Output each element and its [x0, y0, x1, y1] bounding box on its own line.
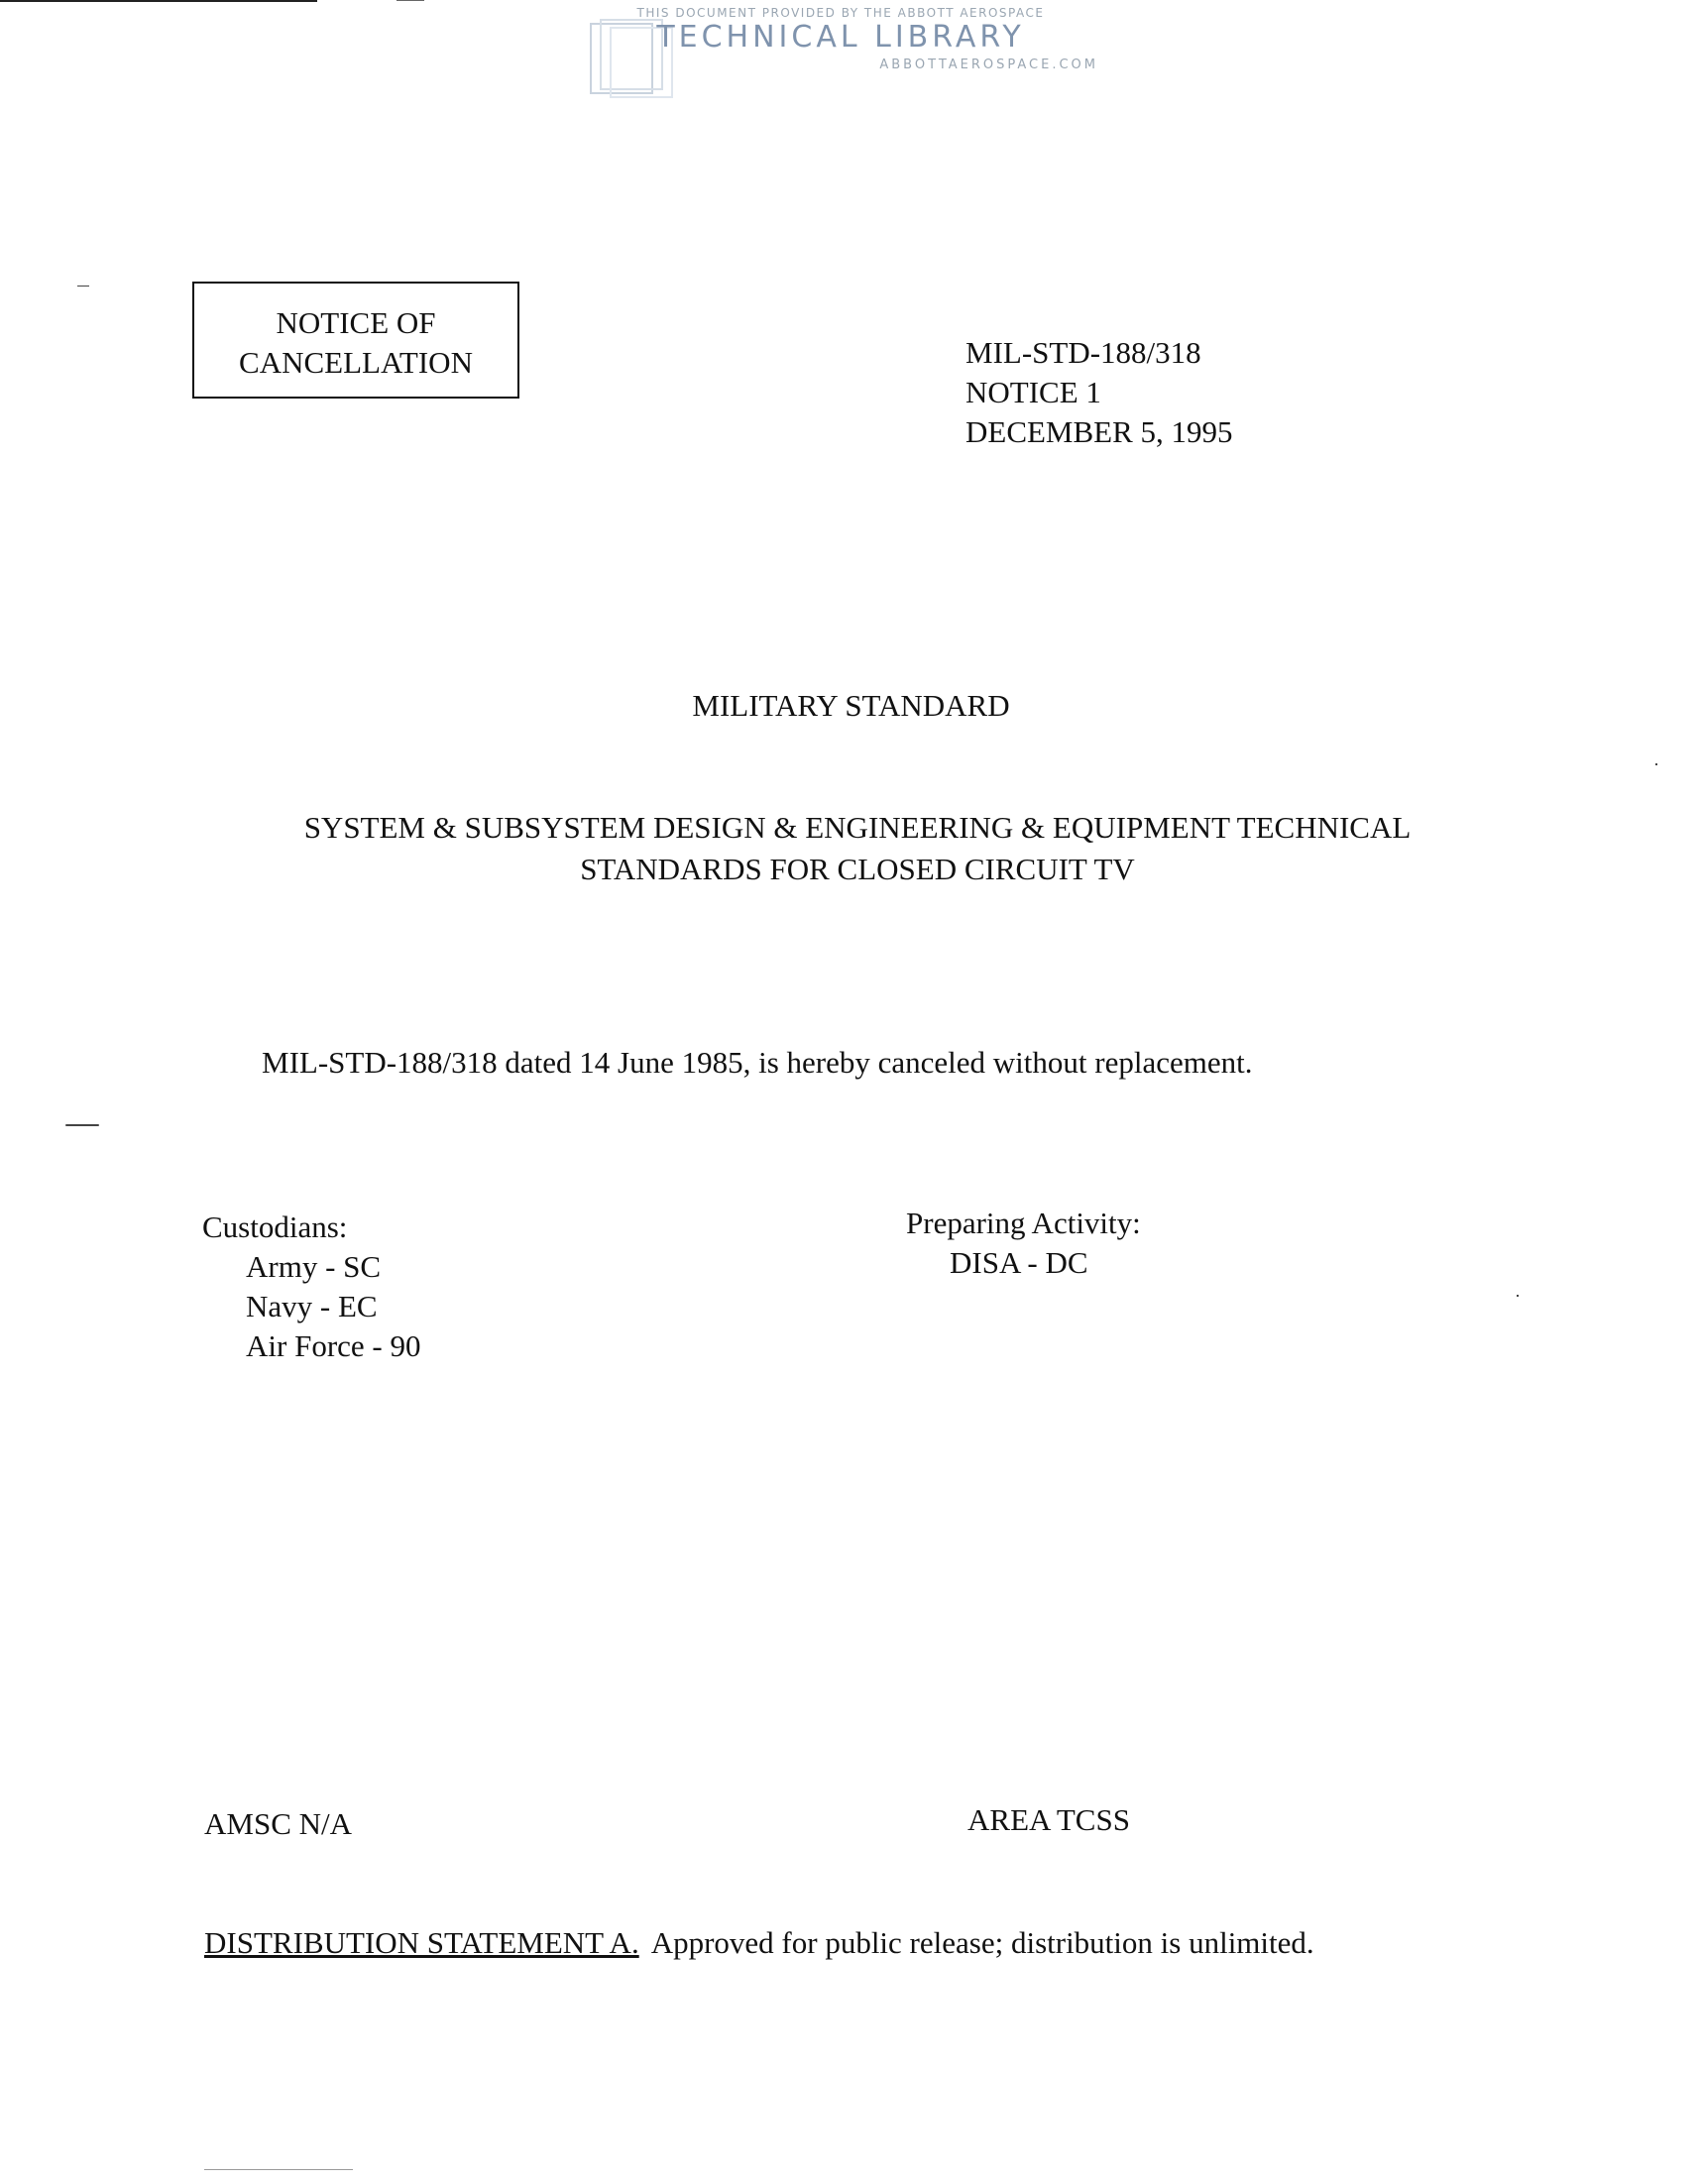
notice-date: DECEMBER 5, 1995	[965, 414, 1233, 449]
custodians-block	[202, 1207, 420, 1366]
standard-title-line1: SYSTEM & SUBSYSTEM DESIGN & ENGINEERING & EQUIPMENT TECHNICAL	[303, 810, 1412, 845]
custodians-label: Custodians:	[202, 1209, 348, 1244]
notice-box-line2: CANCELLATION	[239, 345, 473, 380]
document-header	[965, 333, 1233, 452]
amsc-code: AMSC N/A	[204, 1806, 353, 1841]
area-code: AREA TCSS	[967, 1802, 1130, 1837]
scan-speck	[1655, 763, 1657, 765]
preparing-activity-block	[906, 1204, 1141, 1283]
custodian-navy: Navy - EC	[246, 1289, 378, 1323]
scan-speck	[65, 1124, 99, 1126]
watermark-provider-line: THIS DOCUMENT PROVIDED BY THE ABBOTT AEROSPACE	[636, 6, 1045, 20]
custodian-air-force: Air Force - 90	[246, 1328, 421, 1363]
standard-title	[198, 807, 1517, 890]
cancellation-statement: MIL-STD-188/318 dated 14 June 1985, is hereby canceled without replacement.	[262, 1045, 1253, 1080]
custodian-army: Army - SC	[246, 1249, 382, 1284]
document-id: MIL-STD-188/318	[965, 335, 1201, 370]
distribution-statement-label: DISTRIBUTION STATEMENT A.	[204, 1925, 639, 1960]
notice-box-line1: NOTICE OF	[276, 305, 436, 340]
distribution-statement-text: Approved for public release; distribution is unlimited.	[650, 1925, 1314, 1960]
notice-of-cancellation-box	[192, 282, 519, 399]
preparing-activity-label: Preparing Activity:	[906, 1206, 1141, 1240]
scan-speck	[77, 286, 89, 287]
standard-heading: MILITARY STANDARD	[692, 688, 1010, 723]
scan-top-mark	[397, 0, 424, 1]
distribution-statement	[204, 1925, 1314, 1961]
watermark-title: TECHNICAL LIBRARY	[656, 20, 1025, 55]
watermark-website: ABBOTTAEROSPACE.COM	[879, 57, 1098, 72]
notice-number: NOTICE 1	[965, 375, 1101, 409]
scan-speck	[1517, 1295, 1519, 1297]
scan-speck	[204, 2169, 353, 2170]
standard-title-line2: STANDARDS FOR CLOSED CIRCUIT TV	[580, 852, 1135, 886]
preparing-activity-value: DISA - DC	[950, 1245, 1088, 1280]
scan-top-rule	[0, 0, 317, 2]
